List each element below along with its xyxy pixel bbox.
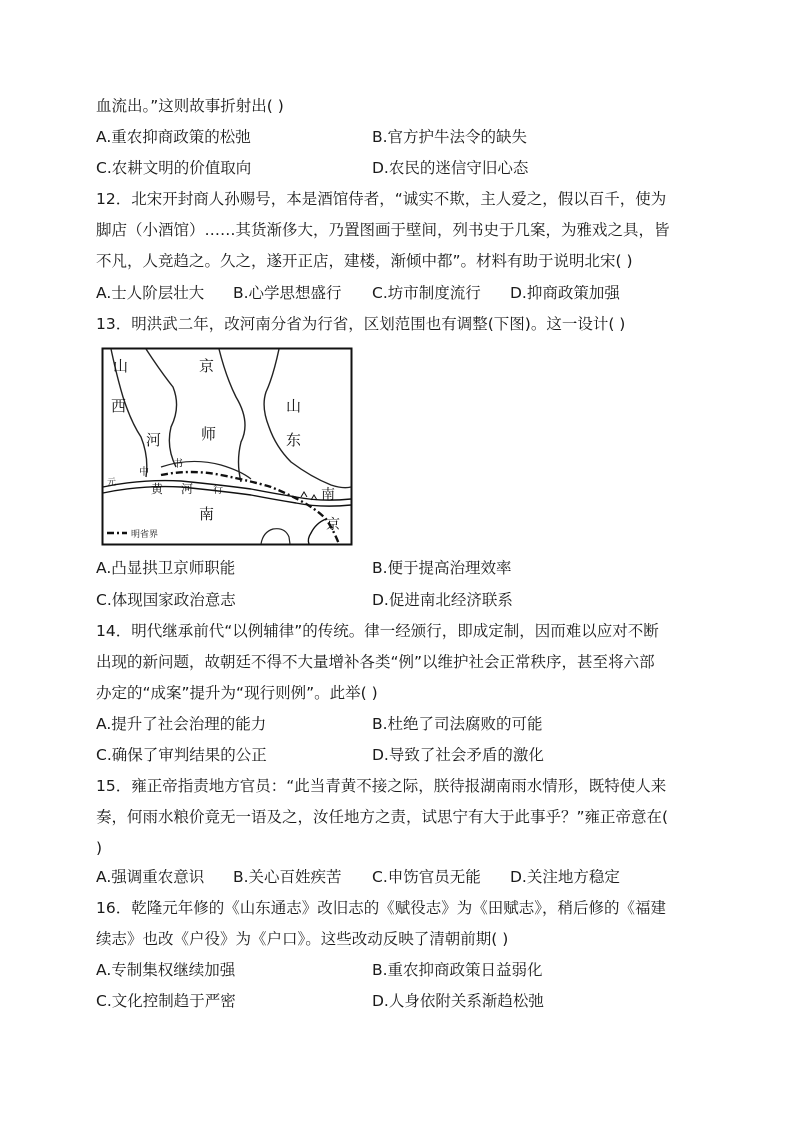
label-shan-west: 山 <box>113 357 129 375</box>
q12-option-a[interactable]: A.士人阶层壮大 <box>96 284 205 302</box>
q14-option-b[interactable]: B.杜绝了司法腐败的可能 <box>372 715 543 733</box>
q14-option-c[interactable]: C.确保了审判结果的公正 <box>96 746 267 764</box>
q15-option-b[interactable]: B.关心百姓疾苦 <box>233 868 342 886</box>
map-frame <box>103 349 352 545</box>
label-shan-east: 山 <box>286 397 302 415</box>
q13-map <box>101 347 353 546</box>
q15-option-c[interactable]: C.申饬官员无能 <box>372 868 481 886</box>
q15-stem-line-3: ) <box>96 839 103 857</box>
q13-option-d[interactable]: D.促进南北经济联系 <box>372 591 513 609</box>
q15-option-d[interactable]: D.关注地方稳定 <box>510 868 620 886</box>
label-nan-east: 南 <box>321 487 335 503</box>
map-svg <box>101 347 353 546</box>
q12-option-b[interactable]: B.心学思想盛行 <box>233 284 342 302</box>
label-shu: 书 <box>173 459 183 470</box>
q16-option-b[interactable]: B.重农抑商政策日益弱化 <box>372 961 543 979</box>
label-zhong: 中 <box>139 467 149 478</box>
q12-option-c[interactable]: C.坊市制度流行 <box>372 284 481 302</box>
label-jing-north: 京 <box>199 357 215 375</box>
q16-option-c[interactable]: C.文化控制趋于严密 <box>96 992 236 1010</box>
legend-label: 明省界 <box>131 530 159 540</box>
label-jing-southeast: 京 <box>326 517 340 533</box>
q15-stem-line-1: 15．雍正帝指责地方官员：“此当青黄不接之际，朕待报湖南雨水情形，既特使人来 <box>96 777 667 795</box>
q12-stem-line-1: 12．北宋开封商人孙赐号，本是酒馆侍者，“诚实不欺，主人爱之，假以百千，使为 <box>96 190 667 208</box>
q13-option-b[interactable]: B.便于提高治理效率 <box>372 559 512 577</box>
q12-stem-line-3: 不凡，人竞趋之。久之，遂开正店，建楼，渐倾中都”。材料有助于说明北宋( ) <box>96 252 633 270</box>
label-xing: 行 <box>213 485 223 496</box>
q11-option-d[interactable]: D.农民的迷信守旧心态 <box>372 159 529 177</box>
q11-option-b[interactable]: B.官方护牛法令的缺失 <box>372 128 528 146</box>
q14-stem-line-2: 出现的新问题，故朝廷不得不大量增补各类“例”以维护社会正常秩序，甚至将六部 <box>96 653 655 671</box>
label-nan-south: 南 <box>199 505 215 523</box>
label-he: 河 <box>146 431 162 449</box>
q16-stem-line-1: 16．乾隆元年修的《山东通志》改旧志的《赋役志》为《田赋志》，稍后修的《福建 <box>96 899 666 917</box>
q16-option-d[interactable]: D.人身依附关系渐趋松弛 <box>372 992 544 1010</box>
label-huang: 黄 <box>151 482 164 496</box>
q13-stem-line-1: 13．明洪武二年，改河南分省为行省，区划范围也有调整(下图)。这一设计( ) <box>96 315 626 333</box>
label-shi: 师 <box>201 425 217 443</box>
q14-stem-line-1: 14．明代继承前代“以例辅律”的传统。律一经颁行，即成定制，因而难以应对不断 <box>96 622 659 640</box>
q12-stem-line-2: 脚店（小酒馆）……其货渐侈大，乃置图画于壁间，列书史于几案，为雅戏之具，皆 <box>96 221 670 239</box>
q14-option-a[interactable]: A.提升了社会治理的能力 <box>96 715 267 733</box>
q14-stem-line-3: 办定的“成案”提升为“现行则例”。此举( ) <box>96 684 378 702</box>
q13-option-c[interactable]: C.体现国家政治意志 <box>96 591 236 609</box>
q16-option-a[interactable]: A.专制集权继续加强 <box>96 961 236 979</box>
label-xi: 西 <box>111 397 127 415</box>
q13-option-a[interactable]: A.凸显拱卫京师职能 <box>96 559 236 577</box>
q14-option-d[interactable]: D.导致了社会矛盾的激化 <box>372 746 544 764</box>
label-he-river: 河 <box>181 482 194 496</box>
q15-option-a[interactable]: A.强调重农意识 <box>96 868 205 886</box>
q16-stem-line-2: 续志》也改《户役》为《户口》。这些改动反映了清朝前期( ) <box>96 930 509 948</box>
q15-stem-line-2: 奏，何雨水粮价竟无一语及之，汝任地方之责，试思宁有大于此事乎？”雍正帝意在( <box>96 808 669 826</box>
label-dong: 东 <box>286 431 302 449</box>
q12-option-d[interactable]: D.抑商政策加强 <box>510 284 620 302</box>
label-yuan: 元 <box>107 478 117 488</box>
q11-option-c[interactable]: C.农耕文明的价值取向 <box>96 159 252 177</box>
q11-stem-line: 血流出。”这则故事折射出( ) <box>96 97 284 115</box>
q11-option-a[interactable]: A.重农抑商政策的松弛 <box>96 128 251 146</box>
